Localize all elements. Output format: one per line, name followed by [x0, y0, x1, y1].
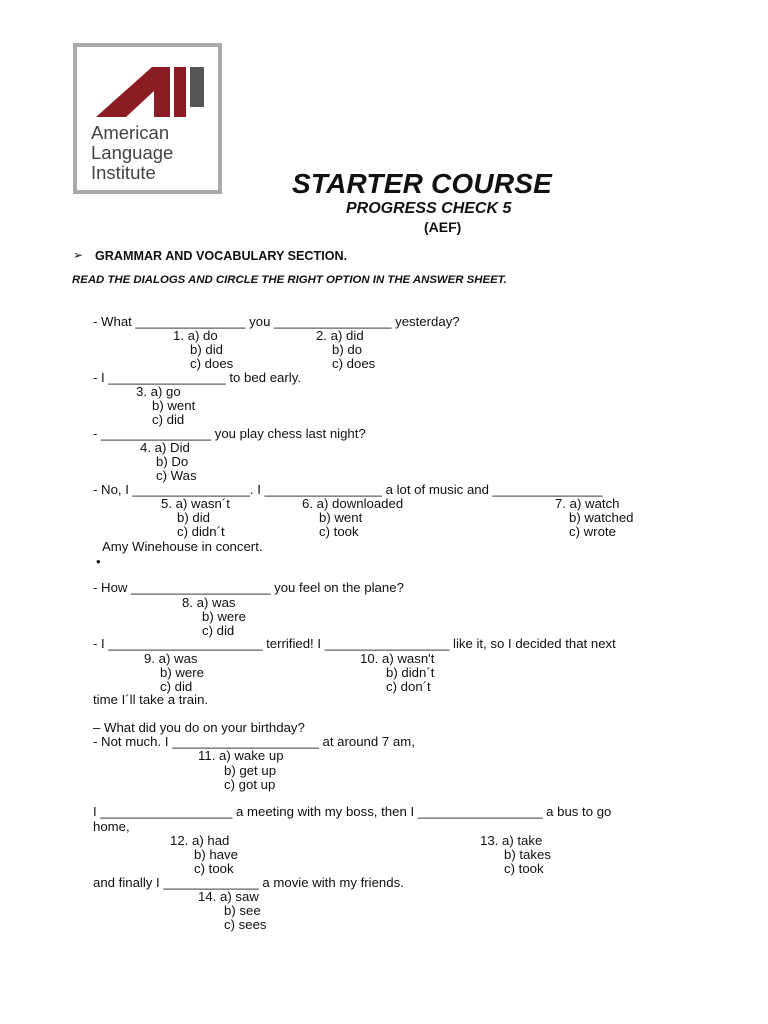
dialog-line: - What _______________ you ________________ yesterday?	[93, 314, 460, 329]
dialog-line: - Not much. I ____________________ at around 7 am,	[93, 734, 415, 749]
option-q7-c[interactable]: c) wrote	[569, 524, 616, 539]
section-heading: GRAMMAR AND VOCABULARY SECTION.	[95, 249, 348, 263]
dialog-line: time I´ll take a train.	[93, 692, 209, 707]
instructions: READ THE DIALOGS AND CIRCLE THE RIGHT OPTION IN THE ANSWER SHEET.	[72, 274, 507, 286]
dialog-line: and finally I _____________ a movie with my friends.	[93, 875, 404, 890]
option-q4-a[interactable]: 4. a) Did	[140, 440, 190, 455]
option-q2-b[interactable]: b) do	[332, 342, 363, 357]
page-title: STARTER COURSE	[292, 168, 553, 199]
option-q14-c[interactable]: c) sees	[224, 917, 267, 932]
option-q3-b[interactable]: b) went	[152, 398, 196, 413]
option-q12-b[interactable]: b) have	[194, 847, 238, 862]
dialog-line: - I ________________ to bed early.	[93, 370, 301, 385]
option-q1-b[interactable]: b) did	[190, 342, 223, 357]
option-q4-b[interactable]: b) Do	[156, 454, 189, 469]
option-q13-a[interactable]: 13. a) take	[480, 833, 543, 848]
logo-red-bar	[174, 67, 186, 117]
option-q14-b[interactable]: b) see	[224, 903, 261, 918]
logo-text-line-3: Institute	[91, 162, 156, 183]
option-q3-a[interactable]: 3. a) go	[136, 384, 181, 399]
option-q5-a[interactable]: 5. a) wasn´t	[161, 496, 230, 511]
option-q12-a[interactable]: 12. a) had	[170, 833, 230, 848]
option-q11-c[interactable]: c) got up	[224, 777, 276, 792]
option-q2-c[interactable]: c) does	[332, 356, 376, 371]
option-q2-a[interactable]: 2. a) did	[316, 328, 364, 343]
option-q13-b[interactable]: b) takes	[504, 847, 551, 862]
option-q9-b[interactable]: b) were	[160, 665, 204, 680]
dialog-line: home,	[93, 819, 130, 834]
option-q8-a[interactable]: 8. a) was	[182, 595, 236, 610]
option-q10-b[interactable]: b) didn´t	[386, 665, 435, 680]
option-q12-c[interactable]: c) took	[194, 861, 234, 876]
logo-text-line-1: American	[91, 122, 170, 143]
page-subtitle: PROGRESS CHECK 5	[346, 200, 512, 217]
option-q8-c[interactable]: c) did	[202, 623, 235, 638]
option-q7-a[interactable]: 7. a) watch	[555, 496, 620, 511]
dialog-line: – What did you do on your birthday?	[93, 720, 305, 735]
logo-text-line-2: Language	[91, 142, 174, 163]
option-q8-b[interactable]: b) were	[202, 609, 246, 624]
option-q6-a[interactable]: 6. a) downloaded	[302, 496, 404, 511]
option-q10-c[interactable]: c) don´t	[386, 679, 431, 694]
logo-gray-bar	[190, 67, 204, 107]
option-q6-b[interactable]: b) went	[319, 510, 363, 525]
institute-logo	[73, 43, 222, 194]
option-q14-a[interactable]: 14. a) saw	[198, 889, 259, 904]
arrow-bullet-icon: ➢	[73, 248, 84, 262]
option-q3-c[interactable]: c) did	[152, 412, 185, 427]
bullet-icon: •	[96, 554, 101, 569]
course-code: (AEF)	[424, 219, 462, 235]
dialog-line: - _______________ you play chess last night?	[93, 426, 366, 441]
dialog-line: I __________________ a meeting with my boss, then I _________________ a bus to go	[93, 804, 612, 819]
option-q7-b[interactable]: b) watched	[569, 510, 634, 525]
option-q13-c[interactable]: c) took	[504, 861, 544, 876]
option-q1-c[interactable]: c) does	[190, 356, 234, 371]
option-q9-a[interactable]: 9. a) was	[144, 651, 198, 666]
option-q10-a[interactable]: 10. a) wasn't	[360, 651, 435, 666]
dialog-line: Amy Winehouse in concert.	[102, 539, 263, 554]
dialog-line: - I _____________________ terrified! I _________________ like it, so I decided that next	[93, 636, 616, 651]
logo-red-wedge	[96, 67, 170, 117]
option-q4-c[interactable]: c) Was	[156, 468, 197, 483]
dialog-line: - No, I ________________. I ________________ a lot of music and _______________	[93, 482, 603, 497]
option-q6-c[interactable]: c) took	[319, 524, 359, 539]
institute-logo-mark-icon	[90, 63, 210, 123]
option-q5-c[interactable]: c) didn´t	[177, 524, 225, 539]
option-q5-b[interactable]: b) did	[177, 510, 210, 525]
option-q9-c[interactable]: c) did	[160, 679, 193, 694]
option-q1-a[interactable]: 1. a) do	[173, 328, 218, 343]
option-q11-b[interactable]: b) get up	[224, 763, 277, 778]
dialog-line: - How ___________________ you feel on the plane?	[93, 580, 404, 595]
option-q11-a[interactable]: 11. a) wake up	[198, 748, 284, 763]
